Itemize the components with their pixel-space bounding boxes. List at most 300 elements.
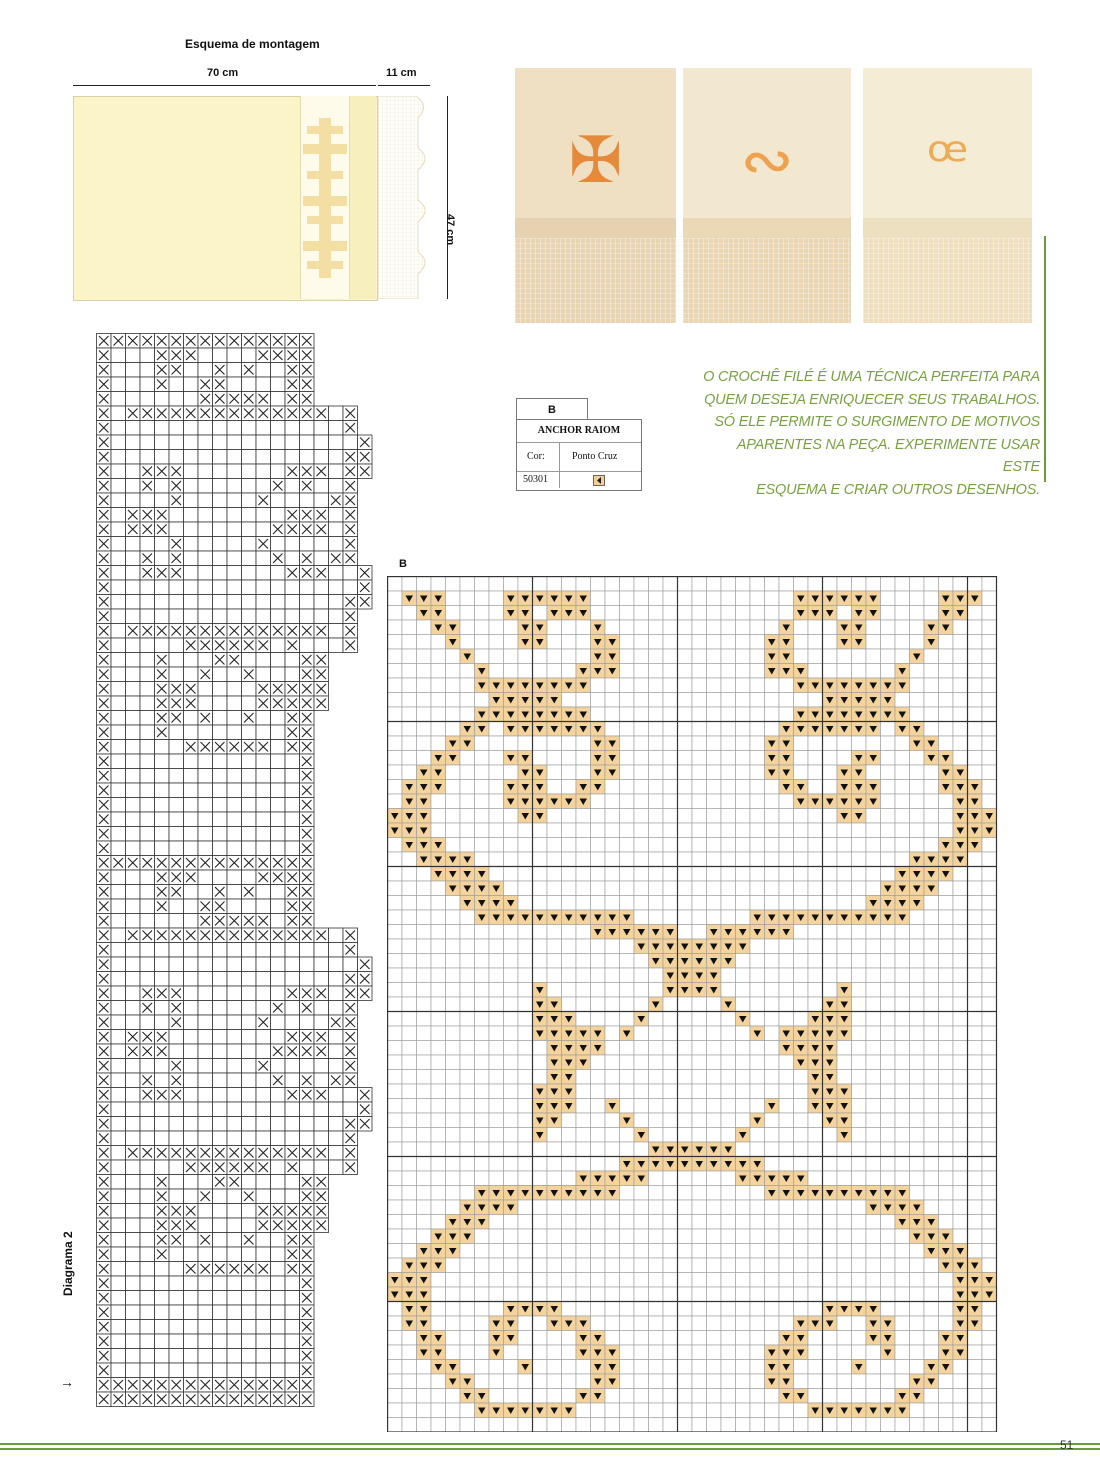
diagram-cell [300,1131,315,1146]
chart-b-cell [736,1258,751,1273]
diagram-cell [198,1378,213,1393]
diagram-cell [242,827,257,842]
chart-b-cell [750,881,765,896]
chart-b-cell [721,1389,736,1404]
chart-b-cell [968,852,983,867]
chart-b-cell [881,591,896,606]
chart-b-cell [736,1229,751,1244]
chart-b-cell [634,765,649,780]
chart-b-stitch [852,1360,867,1375]
chart-b-cell [968,722,983,737]
chart-b-cell [678,693,693,708]
chart-b-cell [547,867,562,882]
diagram-cell [111,1363,126,1378]
diagram-cell [184,885,199,900]
diagram-cell [242,1059,257,1074]
chart-b-cell [649,722,664,737]
diagram-cell [126,1363,141,1378]
chart-b-cell [968,925,983,940]
chart-b-cell [388,968,403,983]
diagram-cell [271,1146,286,1161]
chart-b-cell [460,1012,475,1027]
chart-b-stitch [866,591,881,606]
chart-b-cell [489,606,504,621]
chart-b-stitch [779,722,794,737]
chart-b-cell [953,620,968,635]
chart-b-cell [634,968,649,983]
chart-b-cell [446,968,461,983]
chart-b-cell [910,1345,925,1360]
diagram-cell [271,914,286,929]
chart-b-cell [576,968,591,983]
chart-b-cell [823,1215,838,1230]
chart-b-stitch [852,1302,867,1317]
diagram-cell [329,464,344,479]
chart-b-stitch [895,881,910,896]
diagram-cell [169,928,184,943]
chart-b-stitch [765,765,780,780]
chart-b-stitch [663,968,678,983]
chart-b-cell [707,1055,722,1070]
legend-table [516,419,642,491]
diagram-cell [256,972,271,987]
diagram-cell [97,856,112,871]
chart-b-cell [475,823,490,838]
chart-b-cell [562,1215,577,1230]
chart-b-stitch [576,910,591,925]
diagram-cell [227,856,242,871]
chart-b-stitch [779,1345,794,1360]
chart-b-cell [707,997,722,1012]
chart-b-stitch [881,707,896,722]
diagram-cell [97,1015,112,1030]
diagram-cell [111,1131,126,1146]
chart-b-cell [460,1142,475,1157]
diagram-cell [285,595,300,610]
chart-b-cell [533,1041,548,1056]
chart-b-stitch [692,1142,707,1157]
chart-b-cell [591,577,606,592]
chart-b-cell [446,1113,461,1128]
height-dimension-line [447,96,448,299]
chart-b-stitch [953,1316,968,1331]
chart-b-cell [649,1041,664,1056]
diagram-cell [111,957,126,972]
chart-b-stitch [417,852,432,867]
chart-b-cell [460,1273,475,1288]
chart-b-stitch [895,910,910,925]
chart-b-cell [533,838,548,853]
diagram-cell [314,435,329,450]
diagram-cell [300,392,315,407]
chart-b-cell [794,1012,809,1027]
chart-b-cell [678,1084,693,1099]
chart-b-stitch [605,1345,620,1360]
chart-b-stitch [765,751,780,766]
chart-b-stitch [431,1258,446,1273]
chart-b-cell [475,765,490,780]
diagram-cell [256,566,271,581]
chart-b-cell [547,1215,562,1230]
diagram-cell [97,1059,112,1074]
chart-b-cell [649,591,664,606]
diagram-cell [242,885,257,900]
chart-b-stitch [518,620,533,635]
diagram-cell [213,464,228,479]
chart-b-cell [460,678,475,693]
chart-b-cell [402,707,417,722]
chart-b-cell [721,751,736,766]
chart-b-cell [388,1345,403,1360]
diagram-cell [227,551,242,566]
chart-b-cell [895,1026,910,1041]
chart-b-cell [576,1273,591,1288]
chart-b-cell [620,620,635,635]
chart-b-stitch [649,925,664,940]
chart-b-cell [663,693,678,708]
chart-b-cell [808,954,823,969]
chart-b-cell [823,1360,838,1375]
chart-b-stitch [895,1200,910,1215]
diagram-cell [213,406,228,421]
chart-b-cell [634,896,649,911]
chart-b-cell [446,1258,461,1273]
diagram-cell [140,1117,155,1132]
diagram-cell [300,1276,315,1291]
diagram-cell [169,1146,184,1161]
chart-b-cell [866,1287,881,1302]
chart-b-cell [953,693,968,708]
chart-b-cell [591,707,606,722]
chart-b-cell [794,1157,809,1172]
chart-b-cell [678,1026,693,1041]
diagram-cell [285,653,300,668]
diagram-cell [97,1146,112,1161]
chart-b-cell [736,1113,751,1128]
diagram-cell [242,421,257,436]
chart-b-cell [518,1142,533,1157]
diagram-cell [169,464,184,479]
chart-b-stitch [953,765,968,780]
diagram-cell [329,406,344,421]
diagram-cell [227,1189,242,1204]
chart-b-stitch [794,1316,809,1331]
chart-b-cell [852,1157,867,1172]
chart-b-stitch [794,1389,809,1404]
chart-b-cell [388,1258,403,1273]
diagram-cell [271,1291,286,1306]
diagram-cell [213,841,228,856]
chart-b-cell [605,1142,620,1157]
chart-b-cell [663,1418,678,1433]
chart-b-cell [649,765,664,780]
diagram-cell [358,986,373,1001]
chart-b-stitch [852,635,867,650]
diagram-cell [213,696,228,711]
diagram-cell [213,783,228,798]
chart-b-cell [895,925,910,940]
chart-b-cell [707,1331,722,1346]
diagram-cell [256,1349,271,1364]
diagram-cell [271,609,286,624]
diagram-cell [285,624,300,639]
chart-b-cell [576,1215,591,1230]
chart-b-cell [388,1418,403,1433]
diagram-cell [155,392,170,407]
diagram-cell [111,1088,126,1103]
diagram-cell [256,798,271,813]
chart-b-cell [837,1345,852,1360]
chart-b-stitch [707,954,722,969]
chart-b-cell [634,722,649,737]
chart-b-cell [678,1200,693,1215]
chart-b-cell [692,1302,707,1317]
chart-b-stitch [837,1012,852,1027]
hem-stripe [350,96,376,299]
chart-b-cell [779,606,794,621]
chart-b-cell [504,1171,519,1186]
diagram-cell [256,957,271,972]
chart-b-cell [504,823,519,838]
diagram-cell [97,885,112,900]
diagram-cell [256,580,271,595]
chart-b-cell [794,809,809,824]
chart-b-cell [895,1171,910,1186]
chart-b-stitch [808,591,823,606]
chart-b-cell [431,1142,446,1157]
chart-b-cell [692,1273,707,1288]
diagram-cell [343,435,358,450]
diagram-cell [184,798,199,813]
chart-b-stitch [823,678,838,693]
diagram-cell [97,711,112,726]
chart-b-cell [721,852,736,867]
diagram-cell [169,943,184,958]
chart-b-stitch [562,910,577,925]
chart-b-cell [388,1316,403,1331]
chart-b-cell [765,620,780,635]
diagram-cell [155,725,170,740]
diagram-cell [198,450,213,465]
chart-b-cell [895,838,910,853]
chart-b-stitch [533,591,548,606]
diagram-cell [140,638,155,653]
diagram-cell [126,638,141,653]
chart-b-cell [417,707,432,722]
chart-b-cell [837,881,852,896]
diagram-cell [126,1160,141,1175]
diagram-cell [314,957,329,972]
diagram-cell [343,972,358,987]
diagram-cell [97,493,112,508]
chart-b-cell [895,635,910,650]
diagram-cell [343,609,358,624]
chart-b-cell [388,780,403,795]
chart-b-cell [475,1128,490,1143]
diagram-cell [256,522,271,537]
chart-b-cell [475,1070,490,1085]
chart-b-cell [504,1012,519,1027]
chart-b-stitch [605,1360,620,1375]
chart-b-cell [475,1345,490,1360]
chart-b-stitch [533,722,548,737]
diagram-cell [314,551,329,566]
diagram-cell [169,450,184,465]
chart-b-cell [982,1360,997,1375]
diagram-cell [140,653,155,668]
chart-b-cell [794,1258,809,1273]
chart-b-cell [489,620,504,635]
chart-b-cell [562,968,577,983]
chart-b-cell [388,997,403,1012]
chart-b-cell [489,577,504,592]
chart-b-cell [489,1302,504,1317]
chart-b-cell [910,751,925,766]
diagram-cell [271,943,286,958]
chart-b-cell [982,1200,997,1215]
chart-b-cell [678,765,693,780]
chart-b-cell [692,1084,707,1099]
chart-b-cell [924,1157,939,1172]
chart-b-cell [402,1084,417,1099]
chart-b-cell [446,823,461,838]
chart-b-cell [388,664,403,679]
chart-b-cell [605,1113,620,1128]
chart-b-cell [417,664,432,679]
chart-b-cell [765,1418,780,1433]
chart-b-cell [475,1244,490,1259]
chart-b-cell [431,1070,446,1085]
chart-b-stitch [866,1302,881,1317]
diagram-cell [285,870,300,885]
chart-b-cell [779,968,794,983]
chart-b-cell [518,954,533,969]
chart-b-cell [475,1026,490,1041]
chart-b-stitch [852,809,867,824]
diagram-cell [242,377,257,392]
chart-b-cell [460,997,475,1012]
chart-b-cell [808,765,823,780]
chart-b-cell [591,1055,606,1070]
diagram-cell [242,1160,257,1175]
chart-b-cell [924,591,939,606]
chart-b-cell [605,1215,620,1230]
diagram-cell [314,464,329,479]
chart-b-cell [692,809,707,824]
diagram-cell [126,580,141,595]
chart-b-cell [707,1200,722,1215]
chart-b-stitch [446,1360,461,1375]
chart-b-cell [968,649,983,664]
chart-b-cell [634,1316,649,1331]
chart-b-cell [895,852,910,867]
diagram-cell [140,856,155,871]
chart-b-cell [895,1360,910,1375]
chart-b-cell [402,635,417,650]
diagram-cell [314,493,329,508]
diagram-cell [242,595,257,610]
chart-b-cell [388,1389,403,1404]
chart-b-cell [446,939,461,954]
chart-b-cell [547,1389,562,1404]
diagram-cell [198,870,213,885]
chart-b-cell [968,1345,983,1360]
chart-b-stitch [649,939,664,954]
chart-b-cell [895,1099,910,1114]
chart-b-cell [431,910,446,925]
diagram-cell [314,406,329,421]
chart-b-cell [678,997,693,1012]
chart-b-cell [750,1331,765,1346]
chart-b-cell [620,1012,635,1027]
chart-b-stitch [605,649,620,664]
diagram-cell [213,1392,228,1407]
chart-b-cell [692,1070,707,1085]
diagram-cell [285,1334,300,1349]
chart-b-cell [982,1331,997,1346]
diagram-cell [169,725,184,740]
chart-b-cell [417,867,432,882]
chart-b-cell [692,693,707,708]
chart-b-cell [547,577,562,592]
chart-b-cell [417,693,432,708]
chart-b-cell [489,591,504,606]
diagram-cell [126,493,141,508]
chart-b-stitch [475,1215,490,1230]
diagram-cell [213,334,228,349]
chart-b-stitch [837,765,852,780]
chart-b-stitch [402,780,417,795]
diagram-cell [111,798,126,813]
chart-b-stitch [417,1258,432,1273]
chart-b-cell [895,591,910,606]
diagram-cell [285,609,300,624]
diagram-cell [227,957,242,972]
chart-b-cell [663,809,678,824]
diagram-cell [300,464,315,479]
diagram-cell [256,1175,271,1190]
chart-b-cell [460,1302,475,1317]
diagram-cell [358,595,373,610]
chart-b-cell [823,881,838,896]
chart-b-stitch [475,707,490,722]
chart-b-cell [504,1084,519,1099]
chart-b-cell [750,664,765,679]
diagram-cell [271,1175,286,1190]
chart-b-cell [939,1186,954,1201]
chart-b-cell [460,1128,475,1143]
diagram-cell [198,740,213,755]
chart-b-cell [736,1099,751,1114]
chart-b-cell [388,1229,403,1244]
diagram-cell [97,479,112,494]
chart-b-stitch [895,1215,910,1230]
chart-b-cell [794,867,809,882]
chart-b-stitch [475,678,490,693]
chart-b-cell [910,983,925,998]
chart-b-cell [547,635,562,650]
chart-b-cell [475,954,490,969]
chart-b-cell [721,577,736,592]
chart-b-cell [460,968,475,983]
chart-b-stitch [794,1171,809,1186]
chart-b-cell [968,1099,983,1114]
chart-b-cell [837,1171,852,1186]
chart-b-cell [605,1229,620,1244]
diagram-cell [227,841,242,856]
chart-b-cell [620,997,635,1012]
diagram-cell [300,957,315,972]
